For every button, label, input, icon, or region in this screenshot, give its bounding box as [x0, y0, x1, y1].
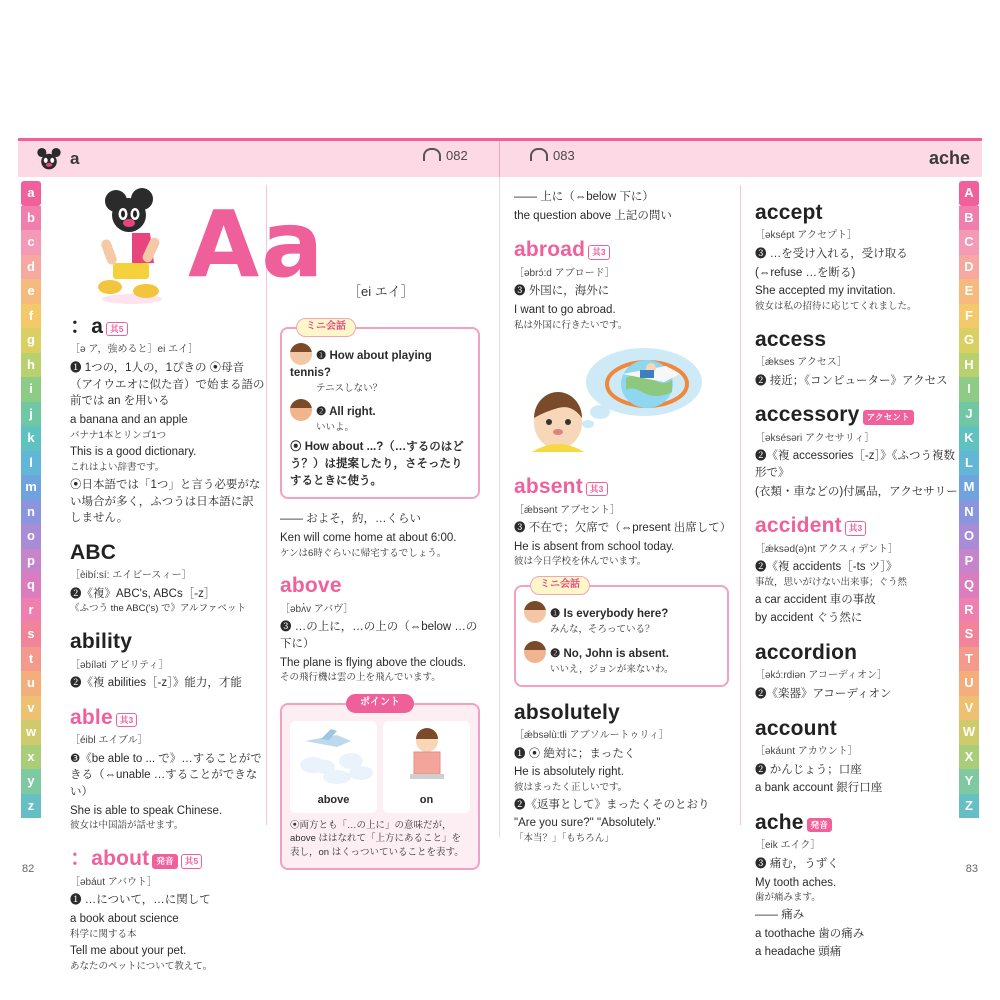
alpha-tab-s[interactable]: S: [959, 622, 979, 647]
entry-headword[interactable]: account: [755, 716, 837, 740]
track-number-left: 082: [446, 148, 468, 163]
conversation-line: [290, 439, 470, 489]
entry-badge: 発音: [807, 818, 832, 832]
alpha-tab-x[interactable]: x: [21, 745, 41, 770]
entry-definition-line: a car accident 車の事故: [755, 593, 876, 606]
entry-headword[interactable]: accept: [755, 201, 823, 224]
entry-translation-line: 彼はまったく正しいです。: [514, 781, 628, 793]
entry-definition-line: a toothache 歯の痛み: [755, 927, 865, 940]
entry-definition-line: My tooth aches.: [755, 876, 837, 889]
alpha-tab-e[interactable]: E: [959, 279, 979, 304]
conversation-english: ❷ No, John is absent.: [550, 647, 669, 660]
dictionary-entry: [755, 400, 960, 500]
alpha-tab-b[interactable]: B: [959, 206, 979, 231]
entry-definition-line: ❷《複 accessories［-z］》《ふつう複数形で》: [755, 450, 955, 479]
conversation-english: ❷ All right.: [316, 406, 376, 419]
mickey-mouse-illustration: [80, 187, 190, 307]
conversation-english: ❶ Is everybody here?: [550, 608, 669, 621]
dictionary-entry: [755, 198, 960, 314]
alpha-tab-u[interactable]: u: [21, 671, 41, 696]
entry-headword[interactable]: accessory アクセント: [755, 400, 960, 430]
track-number-right: 083: [553, 148, 575, 163]
entry-definition-line: a book about science: [70, 912, 179, 925]
entry-definition-line: ―― 痛み: [755, 908, 805, 921]
entry-translation-line: 事故，思いがけない出来事；ぐう然: [755, 576, 908, 588]
entry-translation-line: バナナ1本とリンゴ1つ: [70, 429, 167, 441]
big-letter-title: Aa: [188, 191, 326, 298]
point-left-label: above: [317, 793, 350, 806]
entry-translation-line: 彼女は私の招待に応じてくれました。: [755, 300, 917, 312]
entry-translation-line: その飛行機は雲の上を飛んでいます。: [280, 672, 441, 684]
entry-level-tag: 其5: [181, 854, 203, 868]
entry-translation-line: 彼は今日学校を休んでいます。: [514, 556, 647, 568]
entry-translation-line: 《ふつう the ABC('s) で》アルファベット: [70, 603, 246, 615]
entry-definition-line: I want to go abroad.: [514, 303, 616, 316]
entry-definition-line: ❷《複 abilities［-z］》能力，才能: [70, 677, 242, 690]
alpha-tab-i[interactable]: I: [959, 377, 979, 402]
about-continuation-line: ―― およそ，約，…くらい: [280, 513, 421, 526]
entry-definition-line: He is absent from school today.: [514, 540, 675, 553]
alpha-tab-t[interactable]: T: [959, 647, 979, 672]
mini-conversation-box: [280, 321, 480, 499]
headphone-icon: [530, 148, 548, 161]
above-continuation-line: ―― 上に（⇔below 下に）: [514, 191, 654, 203]
alpha-tab-g[interactable]: g: [21, 328, 41, 353]
alpha-tab-h[interactable]: H: [959, 353, 979, 378]
girl-avatar-icon: [290, 399, 312, 421]
entry-badge: 発音: [152, 854, 177, 868]
entry-headword[interactable]: ：about 発音 其5: [70, 844, 265, 874]
column-4: [755, 187, 960, 961]
alpha-tab-n[interactable]: n: [21, 500, 41, 525]
entry-definition-line: ❷《返事として》まったくそのとおり: [514, 798, 710, 811]
conversation-japanese: いいえ，ジョンが来ないわ。: [550, 663, 674, 675]
hair-shape: [524, 641, 546, 650]
mini-conversation-box: [514, 579, 729, 687]
folio-right: 83: [965, 863, 978, 875]
alpha-tab-o[interactable]: O: [959, 524, 979, 549]
entry-definition-line: (衣類・車などの)付属品，アクセサリー: [755, 485, 958, 498]
header-right-word: ache: [928, 148, 970, 168]
point-left-cell: [290, 721, 377, 813]
about-continuation-line: ケンは6時ぐらいに帰宅するでしょう。: [280, 547, 447, 559]
dictionary-entry: [70, 703, 265, 833]
alpha-tab-m[interactable]: M: [959, 475, 979, 500]
entry-phonetic: ［əbáut アバウト］: [70, 876, 158, 888]
entry-definition-line: ❶ …について，…に関して: [70, 894, 211, 907]
entry-headword[interactable]: absent 其3: [514, 472, 729, 502]
girl-avatar-icon: [524, 641, 546, 663]
entry-phonetic: ［eik エイク］: [755, 840, 821, 852]
dictionary-entry: [755, 325, 960, 390]
mini-conversation-title: ミニ会話: [530, 576, 590, 595]
alpha-tab-p[interactable]: P: [959, 549, 979, 574]
spread: [18, 138, 982, 972]
above-continuation-line: the question above 上記の問い: [514, 209, 672, 222]
entry-phonetic: ［əbíləti アビリティ］: [70, 659, 169, 671]
boy-avatar-icon: [524, 601, 546, 623]
conversation-english: ❶ How about playing tennis?: [290, 350, 432, 379]
conversation-english: ⦿ How about ...?（…するのはどう？）は提案したり，さそったりするときに使う。: [290, 441, 464, 487]
entry-definition-line: ❶ ⦿ 絶対に；まったく: [514, 747, 636, 760]
entry-headword[interactable]: abroad 其3: [514, 235, 729, 265]
entry-phonetic: ［ǽbsənt アブセント］: [514, 504, 621, 516]
headphone-icon: [423, 148, 441, 161]
entry-phonetic: ［əbʌ́v アバヴ］: [280, 603, 354, 615]
point-box-note: ⦿両方とも「…の上に」の意味だが，above ははなれて「上方にあること」を表し，on はくっついていることを表す。: [290, 819, 464, 859]
entry-definition-line: ❸ 不在で；欠席で（⇔present 出席して）: [514, 522, 732, 534]
conversation-line: [524, 641, 719, 663]
column-3: [514, 187, 732, 846]
entry-badge: アクセント: [863, 410, 914, 424]
alpha-tab-v[interactable]: V: [959, 696, 979, 721]
alphabet-index-left[interactable]: [20, 181, 42, 818]
alpha-tab-w[interactable]: w: [21, 720, 41, 745]
alpha-tab-k[interactable]: K: [959, 426, 979, 451]
entry-definition-line: ⦿日本語では「1つ」と言う必要がない場合が多く，ふつうは日本語に訳しません。: [70, 478, 261, 525]
alpha-tab-u[interactable]: U: [959, 671, 979, 696]
alphabet-index-right[interactable]: [958, 181, 980, 818]
entry-definition-line: ❷《楽器》アコーディオン: [755, 687, 892, 700]
alpha-tab-z[interactable]: Z: [959, 794, 979, 819]
entry-phonetic: ［ǽkses アクセス］: [755, 357, 847, 369]
entry-definition-line: a headache 頭痛: [755, 946, 842, 959]
alpha-tab-j[interactable]: j: [21, 402, 41, 427]
boy-avatar-icon: [290, 343, 312, 365]
conversation-line: [290, 343, 470, 382]
column-1: [70, 301, 265, 974]
girl-sitting-on-chair-icon: [384, 725, 470, 785]
entry-definition-line: Tell me about your pet.: [70, 945, 187, 958]
entry-definition-line: "Are you sure?" "Absolutely.": [514, 817, 661, 830]
entry-phonetic: ［əksésəri アクセサリィ］: [755, 432, 875, 444]
alpha-tab-n[interactable]: N: [959, 500, 979, 525]
alpha-tab-s[interactable]: s: [21, 622, 41, 647]
entry-definition-line: He is absolutely right.: [514, 766, 624, 779]
alpha-tab-i[interactable]: i: [21, 377, 41, 402]
alpha-tab-l[interactable]: L: [959, 451, 979, 476]
entry-translation-line: 科学に関する本: [70, 928, 137, 940]
alpha-tab-m[interactable]: m: [21, 475, 41, 500]
entry-phonetic: ［èibí:sí: エイビースィー］: [70, 570, 192, 582]
entry-headword[interactable]: above: [280, 574, 342, 598]
entry-definition-line: The plane is flying above the clouds.: [280, 656, 467, 669]
hair-shape: [290, 343, 312, 352]
alpha-tab-c[interactable]: c: [21, 230, 41, 255]
alpha-tab-q[interactable]: q: [21, 573, 41, 598]
entry-definition-line: She is able to speak Chinese.: [70, 804, 223, 817]
entry-level-tag: 其3: [588, 245, 610, 259]
alpha-tab-f[interactable]: f: [21, 304, 41, 329]
alpha-tab-k[interactable]: k: [21, 426, 41, 451]
entry-definition-line: ❷《複》ABC's, ABCs［-z］: [70, 587, 216, 600]
conversation-line: [524, 601, 719, 623]
point-right-cell: [383, 721, 470, 813]
entry-headword[interactable]: accident 其3: [755, 511, 960, 541]
alpha-tab-e[interactable]: e: [21, 279, 41, 304]
entry-phonetic: ［ə ア，強めると］ei エイ］: [70, 344, 199, 356]
entry-headword[interactable]: access: [755, 327, 827, 351]
point-box-title: ポイント: [346, 694, 414, 713]
hair-shape: [290, 399, 312, 408]
alpha-tab-x[interactable]: X: [959, 745, 979, 770]
entry-definition-line: ❸ …の上に，…の上の（⇔below …の下に）: [280, 621, 478, 650]
dictionary-entry: [514, 472, 732, 569]
header-spine-divider: [499, 141, 500, 177]
entry-headword[interactable]: ability: [70, 630, 133, 654]
entry-phonetic: ［ǽbsəlù:tli アブソルートゥリィ］: [514, 730, 669, 742]
conversation-line: [290, 399, 470, 421]
audio-track-left: [423, 148, 468, 163]
alpha-tab-r[interactable]: R: [959, 598, 979, 623]
big-letter-phonetic: ［ei エイ］: [348, 284, 414, 299]
alpha-tab-v[interactable]: v: [21, 696, 41, 721]
entry-headword[interactable]: absolutely: [514, 700, 620, 724]
entry-definition-line: ❸ …を受け入れる，受け取る: [755, 247, 908, 260]
entry-headword[interactable]: ：a 其5: [70, 312, 265, 342]
entry-translation-line: 彼女は中国語が話せます。: [70, 820, 184, 832]
entry-level-tag: 其3: [586, 482, 608, 496]
dictionary-entry: [70, 627, 265, 692]
entry-definition-line: ❸ 外国に，海外に: [514, 285, 610, 298]
point-box: [280, 697, 480, 870]
alpha-tab-h[interactable]: h: [21, 353, 41, 378]
alpha-tab-g[interactable]: G: [959, 328, 979, 353]
entry-headword[interactable]: able 其3: [70, 703, 265, 733]
entry-headword[interactable]: ache 発音: [755, 808, 960, 838]
alpha-tab-b[interactable]: b: [21, 206, 41, 231]
dictionary-entry: [755, 511, 960, 627]
alpha-tab-t[interactable]: t: [21, 647, 41, 672]
alpha-tab-y[interactable]: Y: [959, 769, 979, 794]
dictionary-entry: [755, 714, 960, 797]
folio-left: 82: [22, 863, 35, 875]
entry-level-tag: 其5: [106, 322, 128, 336]
header-left-letter: a: [70, 149, 80, 168]
alpha-tab-l[interactable]: l: [21, 451, 41, 476]
dictionary-entry: [70, 844, 265, 973]
entry-phonetic: ［əbrɔ́:d アブロード］: [514, 267, 615, 279]
entry-definition-line: This is a good dictionary.: [70, 446, 197, 459]
abroad-illustration: [514, 340, 729, 461]
dictionary-entry: [755, 808, 960, 961]
audio-track-right: [530, 148, 575, 163]
column-2: [280, 311, 480, 870]
entry-definition-line: by accident ぐう然に: [755, 612, 863, 625]
conversation-japanese: みんな，そろっている？: [550, 624, 655, 636]
entry-translation-line: 私は外国に行きたいです。: [514, 319, 628, 331]
alpha-tab-p[interactable]: p: [21, 549, 41, 574]
entry-definition-line: (⇔refuse …を断る): [755, 266, 856, 279]
entry-headword[interactable]: accordion: [755, 641, 858, 664]
entry-definition-line: a bank account 銀行口座: [755, 782, 883, 795]
entry-phonetic: ［əksépt アクセプト］: [755, 230, 857, 242]
mini-conversation-title: ミニ会話: [296, 318, 356, 337]
entry-definition-line: ❷ かんじょう；口座: [755, 763, 862, 776]
entry-phonetic: ［əkɔ́:rdiən アコーディオン］: [755, 670, 888, 682]
entry-translation-line: これはよい辞書です。: [70, 462, 165, 474]
alpha-tab-a[interactable]: A: [959, 181, 979, 206]
entry-definition-line: ❷ 接近；《コンピューター》アクセス: [755, 374, 948, 387]
spread-spine: [499, 177, 500, 837]
entry-level-tag: 其3: [845, 521, 867, 535]
point-right-label: on: [419, 793, 434, 806]
alpha-tab-o[interactable]: o: [21, 524, 41, 549]
alpha-tab-y[interactable]: y: [21, 769, 41, 794]
entry-definition-line: ❸《be able to ... で》…することができる（⇔unable …することができない）: [70, 752, 262, 799]
dictionary-entry: [514, 235, 729, 332]
entry-definition-line: ❸ 痛む，うずく: [755, 857, 839, 870]
point-illustrations: [290, 721, 470, 813]
alpha-tab-w[interactable]: W: [959, 720, 979, 745]
mickey-head-icon: [36, 146, 62, 172]
alpha-tab-d[interactable]: D: [959, 255, 979, 280]
entry-phonetic: ［əkáunt アカウント］: [755, 746, 858, 758]
spacer: [280, 499, 480, 509]
dictionary-entry: [755, 638, 960, 703]
about-continuation-line: Ken will come home at about 6:00.: [280, 531, 457, 544]
conversation-japanese: テニスしない？: [316, 382, 383, 394]
column-divider-3: [740, 185, 741, 825]
entry-definition-line: a banana and an apple: [70, 413, 188, 426]
entry-phonetic: ［ǽksəd(ə)nt アクスィデント］: [755, 543, 899, 555]
alpha-tab-q[interactable]: Q: [959, 573, 979, 598]
dictionary-entry: [514, 698, 729, 846]
entry-translation-line: 「本当？」「もちろん」: [514, 833, 614, 845]
alpha-tab-z[interactable]: z: [21, 794, 41, 819]
alpha-tab-a[interactable]: a: [21, 181, 41, 206]
entry-definition-line: She accepted my invitation.: [755, 285, 896, 298]
entry-translation-line: 歯が痛みます。: [755, 892, 821, 904]
entry-translation-line: あなたのペットについて教えて。: [70, 960, 213, 972]
alpha-tab-j[interactable]: J: [959, 402, 979, 427]
entry-headword[interactable]: ABC: [70, 540, 117, 564]
entry-definition-line: ❶ 1つの，1人の，1ぴきの ⦿母音（アイウエオに似た音）で始まる語の前では an を用いる: [70, 361, 265, 408]
dictionary-entry: [280, 571, 480, 685]
entry-definition-line: ❷《複 accidents［-ts ツ］》: [755, 561, 898, 574]
airplane-above-clouds-icon: [291, 725, 377, 785]
dictionary-entry: [70, 538, 265, 616]
alpha-tab-f[interactable]: F: [959, 304, 979, 329]
alpha-tab-r[interactable]: r: [21, 598, 41, 623]
hair-shape: [524, 601, 546, 610]
conversation-japanese: いいよ。: [316, 422, 355, 434]
entry-phonetic: ［éibl エイブル］: [70, 735, 148, 747]
entry-level-tag: 其3: [116, 713, 138, 727]
page-header: [18, 141, 982, 177]
alpha-tab-d[interactable]: d: [21, 255, 41, 280]
alpha-tab-c[interactable]: C: [959, 230, 979, 255]
dictionary-entry: [70, 312, 265, 527]
